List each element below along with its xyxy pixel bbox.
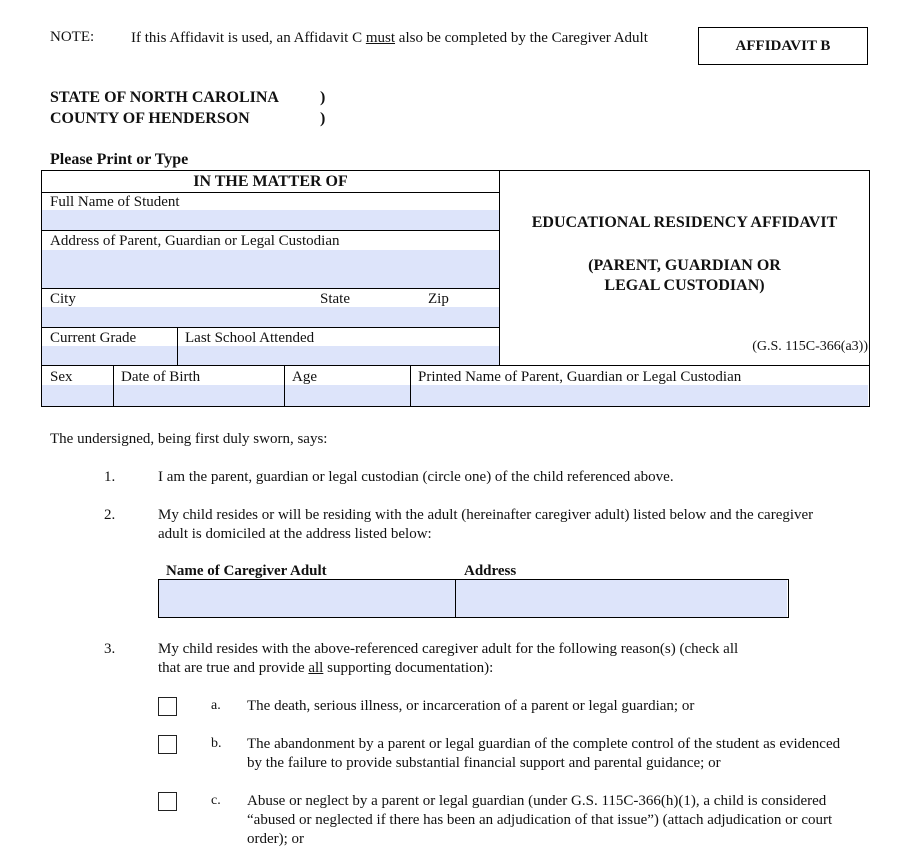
- table-border: [158, 579, 789, 580]
- paragraph-text: My child resides or will be residing with the adult (hereinafter caregiver adult) listed below and the caregiver adult is domiciled at the address listed below:: [158, 507, 814, 542]
- option-a-checkbox[interactable]: [158, 697, 177, 716]
- sex-label: Sex: [50, 369, 73, 385]
- statute-reference: (G.S. 115C-366(a3)): [752, 339, 868, 354]
- print-instruction: Please Print or Type: [50, 151, 189, 168]
- table-divider: [410, 365, 411, 406]
- option-c-checkbox[interactable]: [158, 792, 177, 811]
- last-school-label: Last School Attended: [185, 330, 315, 346]
- age-label: Age: [292, 369, 317, 385]
- address-input[interactable]: [42, 250, 499, 288]
- form-subtitle-line1: (PARENT, GUARDIAN OR: [588, 257, 781, 274]
- state-label: State: [320, 291, 350, 307]
- table-divider: [113, 365, 114, 406]
- table-divider: [41, 192, 500, 193]
- table-divider: [41, 327, 500, 328]
- option-letter: a.: [211, 698, 221, 713]
- table-divider: [284, 365, 285, 406]
- table-border: [158, 617, 789, 618]
- caregiver-address-input[interactable]: [456, 580, 787, 617]
- state-paren: ): [320, 89, 326, 106]
- city-label: City: [50, 291, 76, 307]
- form-title: EDUCATIONAL RESIDENCY AFFIDAVIT: [531, 214, 838, 231]
- option-text: The abandonment by a parent or legal guardian of the complete control of the student as evidenced by the failure to provide substantial financial support and parental guidance; or: [247, 736, 841, 771]
- table-border: [41, 170, 870, 171]
- form-subtitle-line2: LEGAL CUSTODIAN): [604, 277, 765, 294]
- note-text: If this Affidavit is used, an Affidavit C must also be completed by the Caregiver Adult: [131, 30, 648, 46]
- paragraph-text: My child resides with the above-referenced caregiver adult for the following reason(s) (check all that are true and provide all supporting documentation):: [158, 641, 739, 676]
- dob-label: Date of Birth: [121, 369, 201, 385]
- sworn-intro: The undersigned, being first duly sworn, says:: [50, 431, 328, 447]
- option-letter: c.: [211, 793, 221, 808]
- paragraph-text: I am the parent, guardian or legal custodian (circle one) of the child referenced above.: [158, 469, 674, 485]
- caregiver-name-label: Name of Caregiver Adult: [166, 563, 327, 579]
- county-paren: ): [320, 110, 326, 127]
- table-border: [788, 579, 789, 618]
- zip-label: Zip: [428, 291, 449, 307]
- table-border: [41, 406, 870, 407]
- option-b-checkbox[interactable]: [158, 735, 177, 754]
- paragraph-number: 1.: [104, 469, 116, 485]
- address-label: Address of Parent, Guardian or Legal Custodian: [50, 233, 340, 249]
- table-border: [158, 579, 159, 618]
- matter-heading: IN THE MATTER OF: [193, 173, 348, 190]
- full-name-label: Full Name of Student: [50, 194, 180, 210]
- table-border: [869, 170, 870, 407]
- current-grade-label: Current Grade: [50, 330, 137, 346]
- option-text: Abuse or neglect by a parent or legal guardian (under G.S. 115C-366(h)(1), a child is considered “abused or neglected if there has been an adjudication of that issue”) (attach adjudication or court order); or: [247, 793, 833, 847]
- printed-name-label: Printed Name of Parent, Guardian or Legal Custodian: [418, 369, 742, 385]
- table-divider: [177, 327, 178, 365]
- table-divider: [455, 579, 456, 618]
- caregiver-address-label: Address: [464, 563, 517, 579]
- table-divider: [41, 230, 500, 231]
- table-divider: [41, 288, 500, 289]
- affidavit-label: AFFIDAVIT B: [698, 27, 868, 65]
- grade-school-input[interactable]: [42, 346, 499, 365]
- option-text: The death, serious illness, or incarceration of a parent or legal guardian; or: [247, 698, 695, 714]
- paragraph-number: 3.: [104, 641, 116, 657]
- city-state-zip-input[interactable]: [42, 307, 499, 327]
- county-heading: COUNTY OF HENDERSON: [50, 110, 250, 127]
- sex-dob-age-name-input[interactable]: [42, 385, 868, 406]
- caregiver-name-input[interactable]: [159, 580, 455, 617]
- state-heading: STATE OF NORTH CAROLINA: [50, 89, 279, 106]
- note-label: NOTE:: [50, 29, 95, 45]
- option-letter: b.: [211, 736, 222, 751]
- table-divider: [41, 365, 870, 366]
- full-name-input[interactable]: [42, 210, 499, 230]
- paragraph-number: 2.: [104, 507, 116, 523]
